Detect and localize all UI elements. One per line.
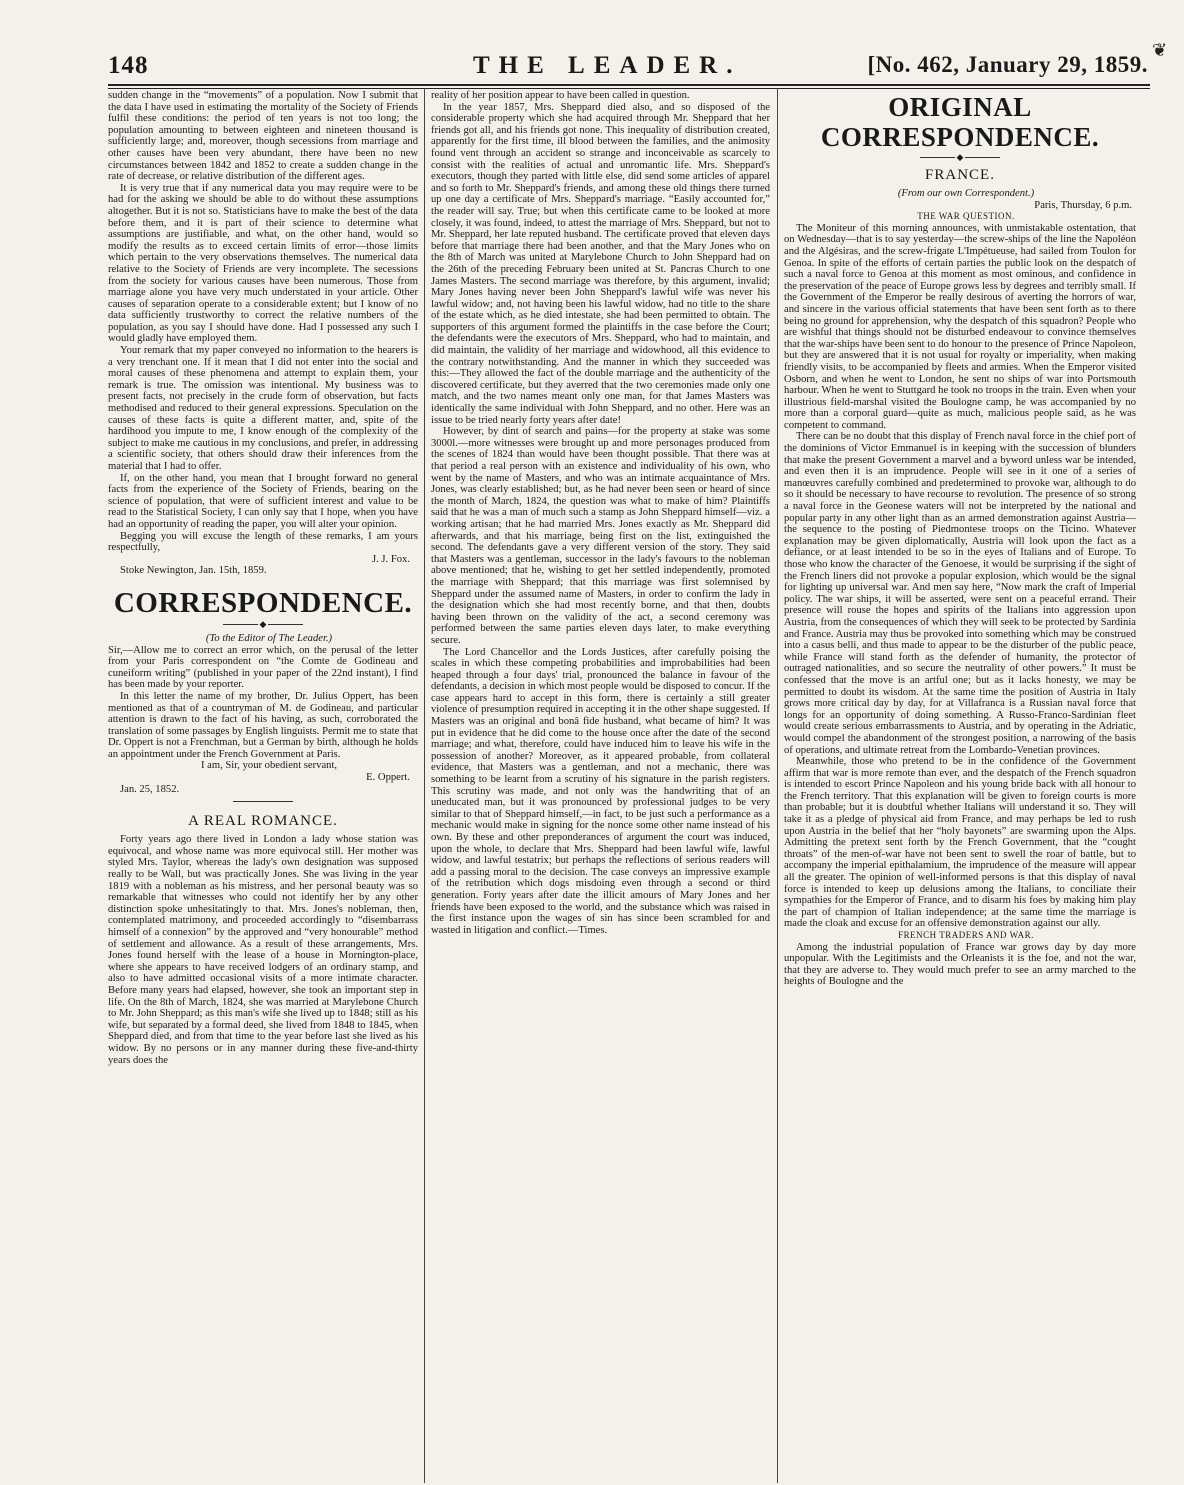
short-rule — [233, 801, 293, 802]
place-date: Paris, Thursday, 6 p.m. — [1034, 199, 1132, 211]
paragraph: Begging you will excuse the length of these remarks, I am yours respectfully, — [108, 530, 418, 554]
column-divider — [424, 88, 425, 1483]
paragraph: If, on the other hand, you mean that I brought forward no general facts from the experience of the Society of Friends, bearing on the science of population, that were of sufficient interest and value to be read to the Statistical Society, I can only say that I hope, when you have had an opportunity of reading the paper, you will alter your opinion. — [108, 472, 418, 530]
section-title-romance: A REAL ROMANCE. — [188, 813, 338, 830]
header-rule — [108, 84, 1150, 86]
diamond-icon: ◆ — [956, 152, 964, 162]
subheading: THE WAR QUESTION. — [917, 211, 1015, 222]
column-3 — [784, 90, 1136, 1485]
paragraph: There can be no doubt that this display of French naval force in the chief port of the dominions of Victor Emmanuel is in keeping with the succession of blunders that make the present Government a marvel and a byword unless war be intended, and even then it is an imprudence. People will see in it one of a series of manœuvres carefully combined and predetermined to provoke war, although to do so it should be necessary to have recourse to revolution. The presence of so strong a naval force in the Geonese waters will not be interpreted by the national and popular party in any other light than as an armed demonstration against Austria—the sequence to the posting of Piedmontese troops on the Ticino. Whatever explanation may be given diplomatically, Austria will look upon the fact as a defiance, or at least intended to be so in the eyes of Italians and of Europe. To those who know the character of the Genoese, it would be surprising if the sight of the French liners did not provoke a popular explosion, which would be the signal for lighting up universal war. And men say here, “Now mark the craft of Imperial policy. The war ships, it will be asserted, were sent on a peaceful errand. Their presence will rouse the hopes and spirits of the Italians into aggression upon Austria, from the consequences of which they will seek to be protected by Sardinia and France. Austria may thus be provoked into something which may be construed into a casus belli, and thus made to appear to be the disturber of the public peace, while France will stand forth as the defender of humanity, the protector of outraged nationalities, and so secure the neutrality of other powers.” It must be confessed that the move is an artful one; but as it lacks honesty, we may be permitted to doubt its wisdom. At the same time the position of Austria in Italy grows more critical day by day, for at Villafranca is a Russian naval force that longs for an opportunity of doing something. A Russo-Franco-Sardinian fleet would create serious embarrassments to Austria, and by operating in the Adriatic, would compel the abandonment of the strongest position, a narrowing of the basis of operations, and ultimate retreat from the Lombardo-Venetian provinces. — [784, 431, 1136, 756]
page-number: 148 — [108, 52, 149, 79]
paragraph: In this letter the name of my brother, Dr. Julius Oppert, has been mentioned as that of a countryman of M. de Godineau, and particular attention is drawn to the fact of his having, as such, corroborated the translation of some passages by English linguists. Permit me to state that Dr. Oppert is not a Frenchman, but a German by birth, although he holds an appointment under the French Government at Paris. — [108, 690, 418, 760]
subheading: FRENCH TRADERS AND WAR. — [898, 930, 1034, 940]
masthead-title: THE LEADER. — [473, 52, 742, 79]
divider-ornament — [223, 619, 303, 629]
column-2 — [431, 90, 770, 1485]
issue-date: [No. 462, January 29, 1859. — [867, 52, 1148, 77]
paragraph: It is very true that if any numerical data you may require were to be had for the asking we should be able to do without these assumptions altogether. But it is not so. Statisticians have to make the best of the data before them, and it is part of their science to determine what assumptions are justifiable, and what, on the other hand, would so modify the results as to exceed certain limits of error—those limits which pertain to the very observations themselves. The numerical data relative to the Society of Friends are very incomplete. The secessions from the society for various causes have been numerous. Those from marriage alone you have very much understated in your article. Other causes of separation operate to a considerable extent; but I know of no data sufficiently trustworthy to correct the relative numbers of the population, as you say I should have done. Had I possessed any such I would gladly have employed them. — [108, 182, 418, 345]
signature: J. J. Fox. — [372, 553, 410, 565]
paragraph: Meanwhile, those who pretend to be in the confidence of the Government affirm that war is more remote than ever, and the despatch of the French squadron is intended to escort Prince Napoleon and his young bride back with all honour to the French territory. That this explanation will be given to foreign courts is more than probable; but it is doubtful whether Italians will understand it so. They will take it as a pledge of physical aid from France, and may perhaps be led to rush upon Austria in the belief that her “holy bayonets” are swarming upon the Alps. Admitting the pretext sent forth by the French Government, that the “cought throats” of the men-of-war have not been sent to swell the roar of battle, but to accompany the imperial epithalamium, the imprudence of the measure will appear all the greater. The opinion of well-informed persons is that this display of naval force is intended to keep up delusions among the Italians, to conciliate their sympathies for the Emperor of France, and to disarm his foes by making him play the part of champion of Italian independence; at the same time the marriage is made the cloak and excuse for an offensive demonstration against our ally. — [784, 756, 1136, 930]
paragraph: reality of her position appear to have been called in question. — [431, 90, 690, 101]
paragraph: The Lord Chancellor and the Lords Justices, after carefully poising the scales in which these competing probabilities and improbabilities had been heaped through a four days' trial, pronounced the balance in favour of the defendants, a decision in which most people would be disposed to concur. If the case appears hard to accept in this form, there is certainly a still greater violence of presumption required in accepting it in the other shape suggested. If Masters was an original and bonâ fide husband, what became of him? It was put in evidence that he did come to the house once after the date of the second marriage; and what, therefore, could have induced him to leave his wife in the possession of another? Moreover, as it appeared probable, from collateral evidence, that Masters was a gentleman, and not a mechanic, there was something to be learnt from a scrutiny of his signature in the parish registers. This scrutiny was made, and not only was the handwriting that of an uneducated man, but it was pronounced by professional judges to be very similar to that of Sheppard himself,—in fact, to be just such a performance as a mechanic would make in signing for the nonce some other name instead of his own. By these and other preponderances of argument the court was induced, upon the whole, to declare that Mrs. Sheppard had been lawful wife, lawful widow, and lawful testatrix; but perhaps the reflections of serious readers will add a passing moral to the decision. The case conveys an impressive example of the retribution which dogs misdoing even through a second or third generation. Forty years after date the illicit amours of Mary Jones and her friends have been exposed to the world, and the substance which was raised in the first instance upon the wages of sin has since been scrambled for and wasted in litigation and conflict.—Times. — [431, 646, 770, 936]
dateline: Jan. 25, 1852. — [120, 783, 180, 795]
divider-ornament — [920, 152, 1000, 162]
paragraph: However, by dint of search and pains—for the property at stake was some 3000l.—more witnesses were brought up and more personages produced from the scenes of 1824 than would have been thought possible. That there was at that period a real person with an existence and individuality of his own, who went by the name of Masters, and who was an intimate acquaintance of Mrs. Jones, was clearly established; but, as he had never been seen or heard of since the month of March, 1824, the question was what to make of him? Plaintiffs said that he was a man of much such a stamp as John Sheppard himself—viz. a working artisan; that he had married Mrs. Jones exactly as Mr. Sheppard did afterwards, and that his marriage, being first on the list, extinguished the second. The defendants gave a very different version of the story. They said that Masters was a gentleman, successor in the lady's favours to the nobleman above mentioned; that he, wishing to get her settled independently, promoted the marriage with Sheppard; that this marriage was first solemnised by Sheppard under the assumed name of Masters, in order to confirm the lady in the designation which she had most recently borne, and that then, doubts having been thrown on the validity of the act, a second ceremony was performed between the same parties eleven days later, to make everything secure. — [431, 426, 770, 646]
paragraph: In the year 1857, Mrs. Sheppard died also, and so disposed of the considerable property which she had acquired through Mr. Sheppard that her friends got all, and his friends got none. This inequality of distribution created, apparently for the first time, ill blood between the families, and the animosity found vent through an accident so strange and inconceivable as scarcely to consist with the realities of actual and unromantic life. Mrs. Sheppard's executors, though they parted with little else, did send some articles of apparel and so forth to Mr. Sheppard's friends, and among these old things there turned up one day a certificate of Mrs. Sheppard's marriage. “Easily accounted for,” the reader will say. True; but when this certificate came to be looked at more closely, it was found, indeed, to attest the marriage of Mrs. Sheppard, but not to Mr. Sheppard, her late reputed husband. The certificate proved that eleven days before that marriage there had been another, and that the Mary Jones who on the 8th of March was united at Marylebone Church to John Sheppard had on the 26th of the preceding February been united at St. Pancras Church to one James Masters. The second marriage was therefore, by this argument, invalid; Mary Jones having never been John Sheppard's lawful wife was never his lawful widow; and, not having been his lawful widow, had no title to the share of the estate which, as he died intestate, she had been permitted to obtain. The supporters of this argument formed the plaintiffs in the case before the Court; the defendants were the executors of Mrs. Sheppard, who had to maintain, and did maintain, the validity of her marriage and widowhood, all this evidence to the contrary notwithstanding. And the manner in which they succeeded was this:—They allowed the fact of the double marriage and the authenticity of the discovered certificate, but they averred that the two ceremonies made only one match, and the two names meant only one man, for that James Masters was identically the same individual with John Sheppard, and no other. Here was an issue to be tried nearly forty years after date! — [431, 101, 770, 426]
correspondent-note: (From our own Correspondent.) — [897, 188, 1035, 199]
paragraph: Among the industrial population of France war grows day by day more unpopular. With the Legitimists and the Orleanists it is the foe, and not the war, that they are adverse to. They would much prefer to see an army marched to the heights of Boulogne and the — [784, 941, 1136, 988]
header-rule-thin — [108, 88, 1150, 89]
section-title-correspondence: CORRESPONDENCE. — [113, 586, 413, 619]
editor-note: (To the Editor of The Leader.) — [205, 632, 333, 644]
paragraph: Sir,—Allow me to correct an error which, on the perusal of the letter from your Paris correspondent on “the Comte de Godineau and cuneiform writing” (published in your paper of the 22nd instant), I find has been made by your reporter. — [108, 644, 418, 691]
page-header — [108, 52, 1148, 88]
column-1 — [108, 90, 418, 1485]
column-divider — [777, 88, 778, 1483]
signature: E. Oppert. — [366, 772, 410, 784]
paragraph: Your remark that my paper conveyed no information to the hearers is a very trenchant one. If it mean that I did not enter into the social and moral causes of these phenomena and attempt to explain them, your remark is true. The omission was intentional. My business was to present facts, not precisely in the crude form of observation, but facts methodised and reduced to their general expressions. Speculation on the causes of these facts is quite a different matter, and, spite of the hardihood you impute to me, I know enough of the complexity of the subject to make me cautious in my conclusions, and prefer, in addressing a scientific society, that others should draw their inferences from the material that I had to offer. — [108, 345, 418, 472]
closing: I am, Sir, your obedient servant, — [200, 760, 338, 772]
paragraph: sudden change in the “movements” of a population. Now I submit that the data I have used in estimating the mortality of the Society of Friends fulfil these conditions: the period of ten years is not too long; the population amounting to between eighteen and nineteen thousand is sufficiently large; and, moreover, though secessions from marriage and other causes have been very abundant, there have been no new circumstances between 1842 and 1852 to create a sudden change in the rate of decrease, or relative distribution of the different ages. — [108, 90, 418, 183]
corner-ornament-icon: ❦ — [1152, 40, 1168, 60]
paragraph: The Moniteur of this morning announces, with unmistakable ostentation, that on Wednesday—that is to say yesterday—the screw-ships of the line the Napoléon and the Algésiras, and the screw-frigate L'Impétueuse, had sailed from Toulon for Genoa. In spite of the efforts of certain parties the public look on the despatch of such a naval force to Genoa at this moment as most ominous, and confidence in the preservation of the peace of Europe grows less by degrees and terribly small. If the Government of the Emperor be really desirous of averting the horrors of war, and sincere in the various official statements that have been sent forth as to there being no ground for apprehension, why the despatch of this squadron? People who are wishful that things should not be disturbed endeavour to convince themselves that the war-ships have been sent to do honour to the presence of Prince Napoleon, but they are answered that it is not usual for royalty or imperiality, when making friendly visits, to be accompanied by fleets and armies. When the Emperor visited Osborn, and when he went to London, he sent no ships of war into Portsmouth harbour. When he went to Stuttgard he took no troops in the train. Even when your illustrious field-marshal visited the Boulogne camp, he was accompanied by no more than a corporal guard—quite as much, malicious people said, as he was competent to command. — [784, 222, 1136, 431]
dateline: Stoke Newington, Jan. 15th, 1859. — [120, 565, 267, 577]
diamond-icon: ◆ — [259, 618, 267, 629]
country-heading: FRANCE. — [925, 167, 995, 183]
paragraph: Forty years ago there lived in London a lady whose station was equivocal, and whose name was more equivocal still. Her mother was styled Mrs. Taylor, whereas the lady's own designation was supposed really to be Wall, but was practically Jones. She was living in the year 1819 with a nobleman as his mistress, and her personal beauty was so remarkable that witnesses who could not identify her by any other distinction spoke unhesitatingly to that. Mrs. Jones's nobleman, then, contemplated matrimony, and proceeded accordingly to “disembarrass himself of a connexion” by the approved and “very honourable” method of settlement and allowance. As a result of these arrangements, Mrs. Jones found herself with the lease of a house in Mornington-place, where she appears to have received lodgers of an ordinary stamp, and also to have admitted occasional visits of a more intimate character. Before many years had elapsed, however, she took an important step in life. On the 8th of March, 1824, she was married at Marylebone Church to Mr. John Sheppard; as this man's wife she lived up to 1848; still as his wife, but separated by a formal deed, she lived from 1848 to 1845, when Sheppard died, and from that time to the year before last she lived as his widow. By no persons or in any manner during these five-and-thirty years does the — [108, 834, 418, 1066]
section-title-original-correspondence: ORIGINAL CORRESPONDENCE. — [820, 92, 1100, 152]
